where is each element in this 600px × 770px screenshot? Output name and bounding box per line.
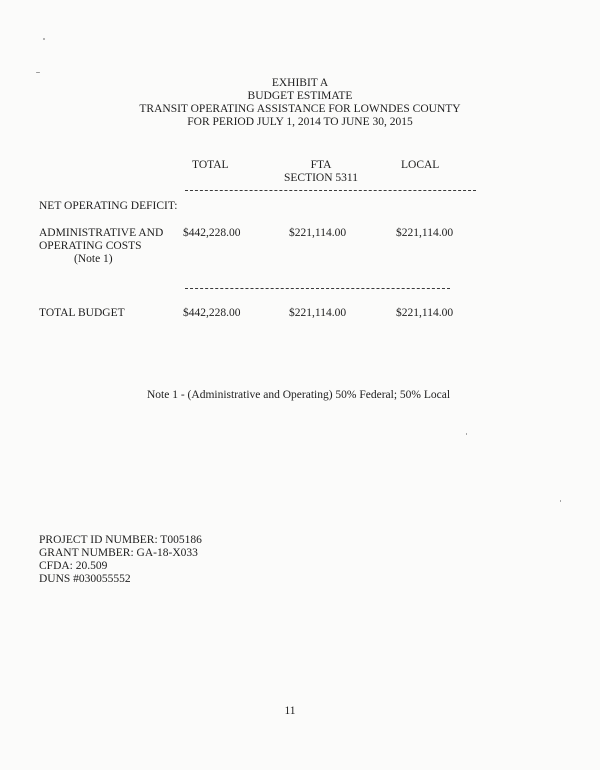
total-budget-local-value: $221,114.00 — [396, 307, 454, 319]
scan-speck — [466, 433, 467, 435]
row-label-line1: ADMINISTRATIVE AND — [39, 227, 164, 239]
scan-speck — [36, 72, 40, 73]
budget-estimate-title: BUDGET ESTIMATE — [247, 90, 353, 102]
total-budget-label: TOTAL BUDGET — [39, 307, 125, 319]
exhibit-title: EXHIBIT A — [271, 77, 329, 89]
row1-fta-value: $221,114.00 — [289, 227, 347, 239]
totals-divider — [185, 288, 450, 289]
row1-local-value: $221,114.00 — [396, 227, 454, 239]
row1-total-value: $442,228.00 — [183, 227, 241, 239]
total-budget-fta-value: $221,114.00 — [289, 307, 347, 319]
cfda-number: CFDA: 20.509 — [39, 560, 108, 572]
column-header-total: TOTAL — [192, 159, 229, 171]
row-note-reference: (Note 1) — [74, 253, 113, 265]
page-number: 11 — [284, 705, 296, 717]
funding-note: Note 1 - (Administrative and Operating) 50% Federal; 50% Local — [147, 389, 451, 401]
scan-speck — [43, 38, 45, 40]
row-label-line2: OPERATING COSTS — [39, 240, 142, 252]
column-header-local: LOCAL — [401, 159, 440, 171]
header-divider — [185, 190, 476, 191]
scan-speck — [560, 500, 561, 502]
total-budget-total-value: $442,228.00 — [183, 307, 241, 319]
duns-number: DUNS #030055552 — [39, 573, 131, 585]
project-id: PROJECT ID NUMBER: T005186 — [39, 534, 202, 546]
document-subtitle: TRANSIT OPERATING ASSISTANCE FOR LOWNDES COUNTY — [139, 103, 461, 115]
grant-number: GRANT NUMBER: GA-18-X033 — [39, 547, 198, 559]
period-line: FOR PERIOD JULY 1, 2014 TO JUNE 30, 2015 — [187, 116, 413, 128]
column-header-fta: FTA — [310, 159, 332, 171]
column-header-fta-section: SECTION 5311 — [283, 172, 358, 184]
net-operating-deficit-label: NET OPERATING DEFICIT: — [39, 200, 178, 212]
